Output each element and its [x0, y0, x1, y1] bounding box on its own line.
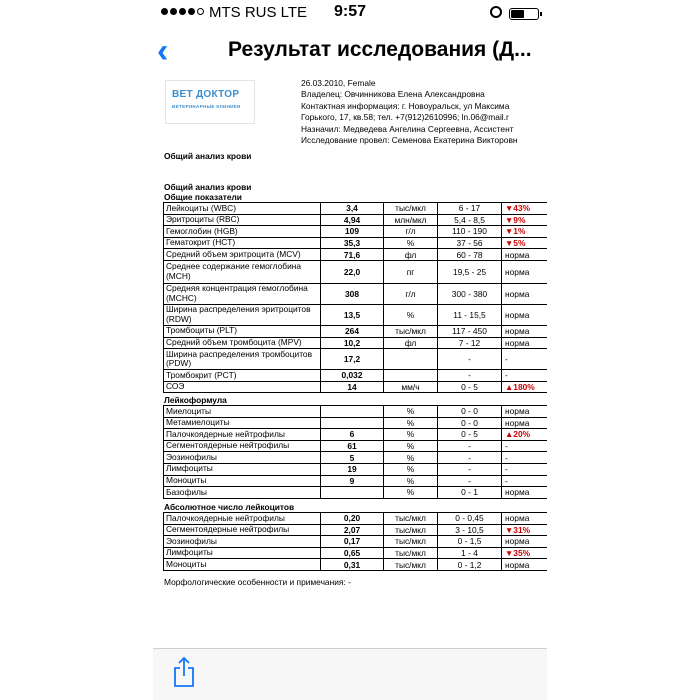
- row-unit: фл: [384, 337, 438, 349]
- patient-header: [301, 78, 547, 146]
- table-row: [164, 260, 548, 283]
- row-status: ▼43%: [502, 203, 548, 215]
- row-reference: 7 - 12: [438, 337, 502, 349]
- row-name: Эритроциты (RBC): [164, 214, 321, 226]
- row-reference: 37 - 56: [438, 237, 502, 249]
- row-reference: 1 - 4: [438, 547, 502, 559]
- row-unit: мм/ч: [384, 381, 438, 393]
- table-row: [164, 475, 548, 487]
- row-unit: %: [384, 417, 438, 429]
- row-unit: тыс/мкл: [384, 559, 438, 571]
- absolute-count-table: [163, 512, 547, 571]
- row-value: 5: [321, 452, 384, 464]
- row-unit: %: [384, 429, 438, 441]
- row-unit: %: [384, 475, 438, 487]
- alarm-icon: [490, 6, 502, 18]
- row-value: 10,2: [321, 337, 384, 349]
- row-value: 71,6: [321, 249, 384, 261]
- row-value: 4,94: [321, 214, 384, 226]
- clock: 9:57: [333, 3, 367, 20]
- row-value: 0,31: [321, 559, 384, 571]
- table-row: [164, 283, 548, 304]
- row-reference: -: [438, 349, 502, 370]
- row-reference: 117 - 450: [438, 325, 502, 337]
- row-value: [321, 487, 384, 499]
- row-status: норма: [502, 249, 548, 261]
- row-reference: 0 - 1,2: [438, 559, 502, 571]
- table-row: [164, 452, 548, 464]
- table-row: [164, 487, 548, 499]
- row-unit: г/л: [384, 283, 438, 304]
- row-name: Палочкоядерные нейтрофилы: [164, 429, 321, 441]
- table-row: [164, 237, 548, 249]
- row-name: Миелоциты: [164, 406, 321, 418]
- row-unit: [384, 370, 438, 382]
- row-value: 0,20: [321, 513, 384, 525]
- row-status: норма: [502, 487, 548, 499]
- row-name: Тромбоциты (PLT): [164, 325, 321, 337]
- navigation-bar: [153, 26, 547, 76]
- clinic-logo-tagline: ВЕТЕРИНАРНЫЕ КЛИНИКИ: [172, 104, 241, 109]
- back-chevron-icon[interactable]: ‹: [157, 32, 169, 70]
- section-general: Общие показатели: [164, 192, 242, 202]
- row-status: ▲180%: [502, 381, 548, 393]
- row-unit: тыс/мкл: [384, 203, 438, 215]
- row-value: 35,3: [321, 237, 384, 249]
- row-value: 264: [321, 325, 384, 337]
- row-value: [321, 417, 384, 429]
- section-absolute-count: Абсолютное число лейкоцитов: [164, 502, 295, 512]
- row-unit: г/л: [384, 226, 438, 238]
- row-status: ▼31%: [502, 524, 548, 536]
- row-value: 22,0: [321, 260, 384, 283]
- row-status: ▼9%: [502, 214, 548, 226]
- row-name: СОЭ: [164, 381, 321, 393]
- row-value: 2,07: [321, 524, 384, 536]
- row-value: 19: [321, 463, 384, 475]
- row-unit: тыс/мкл: [384, 536, 438, 548]
- table-row: [164, 337, 548, 349]
- table-row: [164, 226, 548, 238]
- header-owner: Владелец: Овчинникова Елена Александровна: [301, 89, 485, 100]
- table-row: [164, 406, 548, 418]
- row-name: Ширина распределения эритроцитов (RDW): [164, 304, 321, 325]
- row-status: -: [502, 463, 548, 475]
- row-unit: [384, 349, 438, 370]
- table-row: [164, 513, 548, 525]
- row-reference: 0 - 5: [438, 381, 502, 393]
- section-leukoformula: Лейкоформула: [164, 395, 227, 405]
- row-reference: 300 - 380: [438, 283, 502, 304]
- row-value: 61: [321, 440, 384, 452]
- row-status: норма: [502, 406, 548, 418]
- row-unit: %: [384, 440, 438, 452]
- row-reference: -: [438, 463, 502, 475]
- general-indicators-table: [163, 202, 547, 393]
- row-status: ▲20%: [502, 429, 548, 441]
- document-view[interactable]: [153, 76, 547, 648]
- table-row: [164, 203, 548, 215]
- table-row: [164, 429, 548, 441]
- row-status: норма: [502, 304, 548, 325]
- section-sub-title: Общий анализ крови: [164, 182, 252, 192]
- clinic-logo-name: ВЕТ ДОКТОР: [172, 89, 240, 100]
- row-reference: 5,4 - 8,5: [438, 214, 502, 226]
- row-name: Среднее содержание гемоглобина (MCH): [164, 260, 321, 283]
- row-unit: тыс/мкл: [384, 524, 438, 536]
- table-row: [164, 536, 548, 548]
- row-status: -: [502, 475, 548, 487]
- section-main-title: Общий анализ крови: [164, 151, 252, 161]
- row-name: Средний объем эритроцита (MCV): [164, 249, 321, 261]
- row-reference: 19,5 - 25: [438, 260, 502, 283]
- row-unit: пг: [384, 260, 438, 283]
- row-reference: 0 - 1: [438, 487, 502, 499]
- row-unit: тыс/мкл: [384, 325, 438, 337]
- header-contact-1: Контактная информация: г. Новоуральск, ул Максима: [301, 100, 510, 111]
- row-unit: %: [384, 237, 438, 249]
- row-unit: фл: [384, 249, 438, 261]
- row-status: ▼1%: [502, 226, 548, 238]
- row-status: -: [502, 440, 548, 452]
- row-reference: 60 - 78: [438, 249, 502, 261]
- row-reference: 0 - 0: [438, 406, 502, 418]
- row-name: Лимфоциты: [164, 463, 321, 475]
- row-value: 13,5: [321, 304, 384, 325]
- row-reference: 6 - 17: [438, 203, 502, 215]
- table-row: [164, 349, 548, 370]
- row-value: 17,2: [321, 349, 384, 370]
- battery-icon: [509, 8, 539, 20]
- table-row: [164, 524, 548, 536]
- row-name: Лимфоциты: [164, 547, 321, 559]
- row-unit: млн/мкл: [384, 214, 438, 226]
- row-status: норма: [502, 325, 548, 337]
- row-name: Моноциты: [164, 475, 321, 487]
- row-unit: %: [384, 304, 438, 325]
- table-row: [164, 463, 548, 475]
- row-value: 0,032: [321, 370, 384, 382]
- row-value: 6: [321, 429, 384, 441]
- row-value: 109: [321, 226, 384, 238]
- header-assigned-by: Назначил: Медведева Ангелина Сергеевна, Ассистент: [301, 123, 514, 134]
- header-performed-by: Исследование провел: Семенова Екатерина Викторовн: [301, 135, 518, 146]
- morphology-notes: Морфологические особенности и примечания: -: [164, 577, 351, 587]
- row-status: -: [502, 370, 548, 382]
- row-unit: %: [384, 487, 438, 499]
- table-row: [164, 370, 548, 382]
- row-reference: 0 - 0: [438, 417, 502, 429]
- row-name: Гематокрит (HCT): [164, 237, 321, 249]
- row-value: 9: [321, 475, 384, 487]
- row-name: Средняя концентрация гемоглобина (MCHC): [164, 283, 321, 304]
- row-reference: 0 - 1,5: [438, 536, 502, 548]
- row-status: -: [502, 349, 548, 370]
- row-reference: -: [438, 440, 502, 452]
- row-name: Средний объем тромбоцита (MPV): [164, 337, 321, 349]
- row-value: 14: [321, 381, 384, 393]
- row-name: Лейкоциты (WBC): [164, 203, 321, 215]
- row-reference: -: [438, 452, 502, 464]
- row-status: норма: [502, 283, 548, 304]
- row-reference: -: [438, 370, 502, 382]
- row-status: ▼35%: [502, 547, 548, 559]
- row-name: Эозинофилы: [164, 536, 321, 548]
- row-name: Эозинофилы: [164, 452, 321, 464]
- row-reference: 11 - 15,5: [438, 304, 502, 325]
- row-unit: %: [384, 406, 438, 418]
- row-name: Сегментоядерные нейтрофилы: [164, 524, 321, 536]
- row-name: Сегментоядерные нейтрофилы: [164, 440, 321, 452]
- table-row: [164, 304, 548, 325]
- row-status: норма: [502, 536, 548, 548]
- row-status: норма: [502, 260, 548, 283]
- table-row: [164, 249, 548, 261]
- row-name: Метамиелоциты: [164, 417, 321, 429]
- row-name: Гемоглобин (HGB): [164, 226, 321, 238]
- share-icon[interactable]: [173, 656, 195, 688]
- table-row: [164, 559, 548, 571]
- carrier-label: MTS RUS LTE: [209, 4, 308, 21]
- page-title: Результат исследования (Д...: [228, 38, 532, 61]
- table-row: [164, 547, 548, 559]
- leukoformula-table: [163, 405, 547, 499]
- row-value: 308: [321, 283, 384, 304]
- row-name: Моноциты: [164, 559, 321, 571]
- row-unit: тыс/мкл: [384, 513, 438, 525]
- row-reference: 110 - 190: [438, 226, 502, 238]
- row-value: 0,65: [321, 547, 384, 559]
- clinic-logo: [165, 80, 255, 124]
- row-unit: %: [384, 463, 438, 475]
- row-status: норма: [502, 417, 548, 429]
- row-status: норма: [502, 513, 548, 525]
- table-row: [164, 214, 548, 226]
- row-name: Ширина распределения тромбоцитов (PDW): [164, 349, 321, 370]
- table-row: [164, 381, 548, 393]
- row-value: 0,17: [321, 536, 384, 548]
- table-row: [164, 440, 548, 452]
- row-name: Базофилы: [164, 487, 321, 499]
- header-contact-2: Горького, 17, кв.58; тел. +7(912)2610996; ln.06@mail.r: [301, 112, 509, 123]
- row-value: 3,4: [321, 203, 384, 215]
- row-value: [321, 406, 384, 418]
- row-status: ▼5%: [502, 237, 548, 249]
- table-row: [164, 417, 548, 429]
- phone-screen: [153, 0, 547, 700]
- row-reference: -: [438, 475, 502, 487]
- row-status: норма: [502, 337, 548, 349]
- status-bar: [153, 0, 547, 26]
- row-reference: 0 - 5: [438, 429, 502, 441]
- row-name: Палочкоядерные нейтрофилы: [164, 513, 321, 525]
- row-unit: %: [384, 452, 438, 464]
- row-name: Тромбокрит (PCT): [164, 370, 321, 382]
- row-reference: 3 - 10,5: [438, 524, 502, 536]
- table-row: [164, 325, 548, 337]
- header-date: 26.03.2010, Female: [301, 78, 376, 88]
- row-status: норма: [502, 559, 548, 571]
- row-status: -: [502, 452, 548, 464]
- bottom-toolbar: [153, 648, 547, 700]
- row-unit: тыс/мкл: [384, 547, 438, 559]
- row-reference: 0 - 0,45: [438, 513, 502, 525]
